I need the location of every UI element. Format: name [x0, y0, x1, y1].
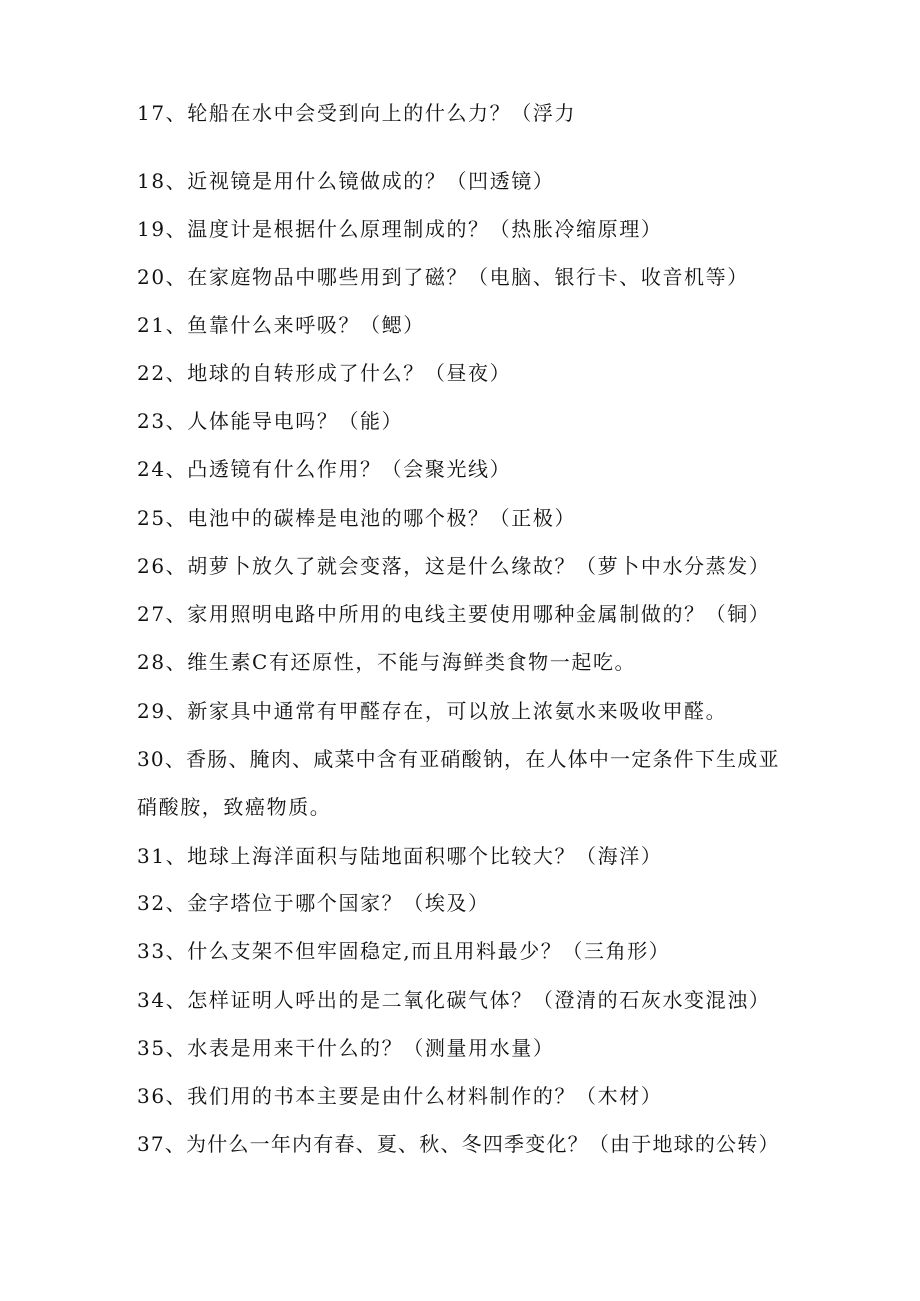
question-25: 25、电池中的碳棒是电池的哪个极？（正极）: [137, 506, 577, 530]
question-35: 35、水表是用来干什么的？（测量用水量）: [137, 1036, 555, 1060]
question-33: 33、什么支架不但牢固稳定,而且用料最少？（三角形）: [137, 939, 671, 963]
question-31: 31、地球上海洋面积与陆地面积哪个比较大？（海洋）: [137, 844, 663, 868]
question-24: 24、凸透镜有什么作用？（会聚光线）: [137, 457, 512, 481]
question-27: 27、家用照明电路中所用的电线主要使用哪种金属制做的？（铜）: [137, 602, 771, 626]
question-36: 36、我们用的书本主要是由什么材料制作的？（木材）: [137, 1084, 663, 1108]
question-23: 23、人体能导电吗？（能）: [137, 409, 404, 433]
question-20: 20、在家庭物品中哪些用到了磁？（电脑、银行卡、收音机等）: [137, 265, 749, 289]
question-17: 17、轮船在水中会受到向上的什么力？（浮力: [137, 101, 577, 125]
fact-29: 29、新家具中通常有甲醛存在，可以放上浓氨水来吸收甲醛。: [137, 699, 728, 723]
question-32: 32、金字塔位于哪个国家？（埃及）: [137, 891, 490, 915]
question-21: 21、鱼靠什么来呼吸？（鳃）: [137, 313, 425, 337]
fact-30-continuation: 硝酸胺，致癌物质。: [137, 795, 332, 819]
question-34: 34、怎样证明人呼出的是二氧化碳气体？（澄清的石灰水变混浊）: [137, 988, 771, 1012]
question-26: 26、胡萝卜放久了就会变落，这是什么缘故？（萝卜中水分蒸发）: [137, 554, 771, 578]
fact-30: 30、香肠、腌肉、咸菜中含有亚硝酸钠，在人体中一定条件下生成亚: [137, 747, 780, 771]
question-37: 37、为什么一年内有春、夏、秋、冬四季变化？（由于地球的公转）: [137, 1132, 780, 1156]
fact-28: 28、维生素C有还原性，不能与海鲜类食物一起吃。: [137, 650, 637, 674]
question-22: 22、地球的自转形成了什么？（昼夜）: [137, 361, 512, 385]
question-18: 18、近视镜是用什么镜做成的？（凹透镜）: [137, 169, 555, 193]
question-19: 19、温度计是根据什么原理制成的？（热胀冷缩原理）: [137, 217, 663, 241]
